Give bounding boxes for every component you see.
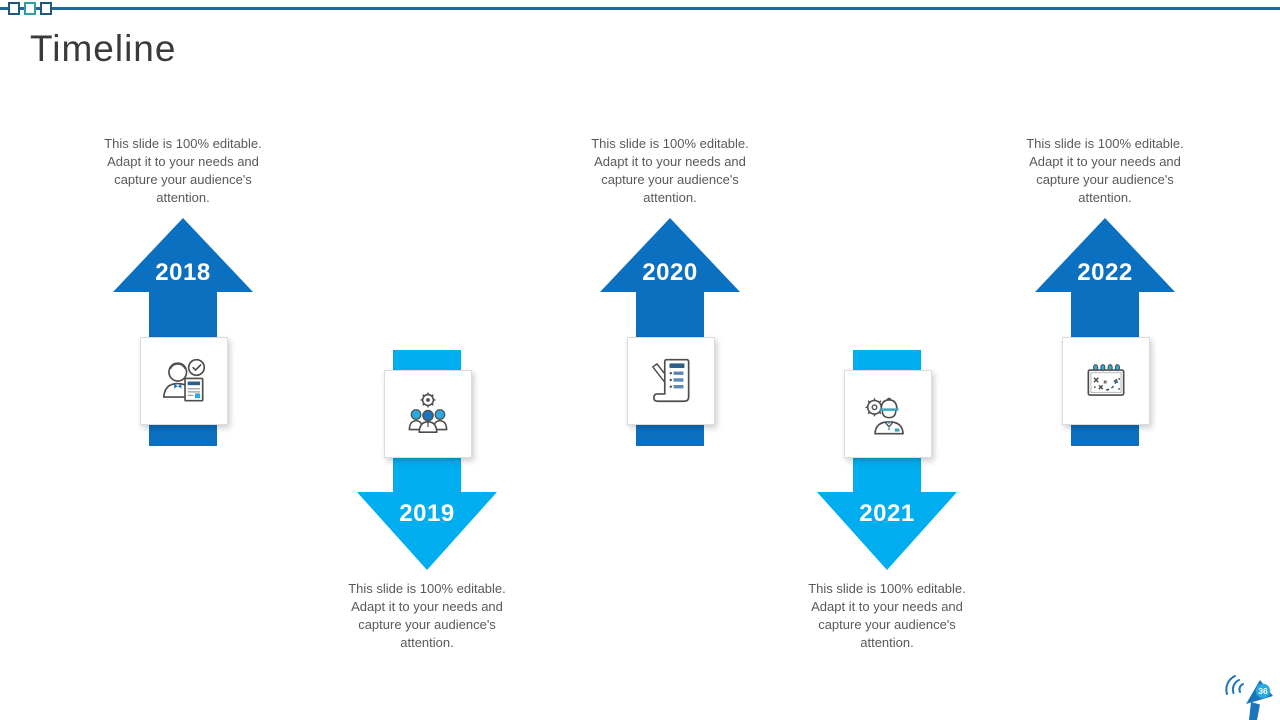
milestone-icon-card bbox=[844, 370, 932, 458]
milestone-description: This slide is 100% editable. Adapt it to your needs and capture your audience's attention. bbox=[591, 136, 749, 205]
milestone-year: 2022 bbox=[1077, 259, 1133, 286]
team-management-icon bbox=[401, 387, 455, 441]
milestone-description: This slide is 100% editable. Adapt it to your needs and capture your audience's attention. bbox=[348, 581, 506, 650]
contract-writing-icon bbox=[644, 354, 698, 408]
milestone-description: This slide is 100% editable. Adapt it to your needs and capture your audience's attention. bbox=[808, 581, 966, 650]
header-square-3 bbox=[40, 2, 52, 15]
strategy-plan-icon bbox=[1079, 354, 1133, 408]
engineer-icon bbox=[861, 387, 915, 441]
milestone-description: This slide is 100% editable. Adapt it to your needs and capture your audience's attention. bbox=[1026, 136, 1184, 205]
milestone-description: This slide is 100% editable. Adapt it to your needs and capture your audience's attention. bbox=[104, 136, 262, 205]
page-title: Timeline bbox=[30, 28, 177, 69]
milestone-year: 2021 bbox=[859, 500, 915, 527]
page-number: 36 bbox=[1258, 686, 1268, 696]
header-rule bbox=[0, 7, 1280, 10]
header-square-2 bbox=[24, 2, 36, 15]
milestone-icon-card bbox=[384, 370, 472, 458]
milestone-year: 2018 bbox=[155, 259, 211, 286]
milestone-icon-card bbox=[627, 337, 715, 425]
milestone-year: 2020 bbox=[642, 259, 698, 286]
milestone-year: 2019 bbox=[399, 500, 455, 527]
megaphone-icon bbox=[1224, 672, 1274, 720]
approved-candidate-icon bbox=[157, 354, 211, 408]
milestone-icon-card bbox=[140, 337, 228, 425]
milestone-icon-card bbox=[1062, 337, 1150, 425]
header-square-1 bbox=[8, 2, 20, 15]
